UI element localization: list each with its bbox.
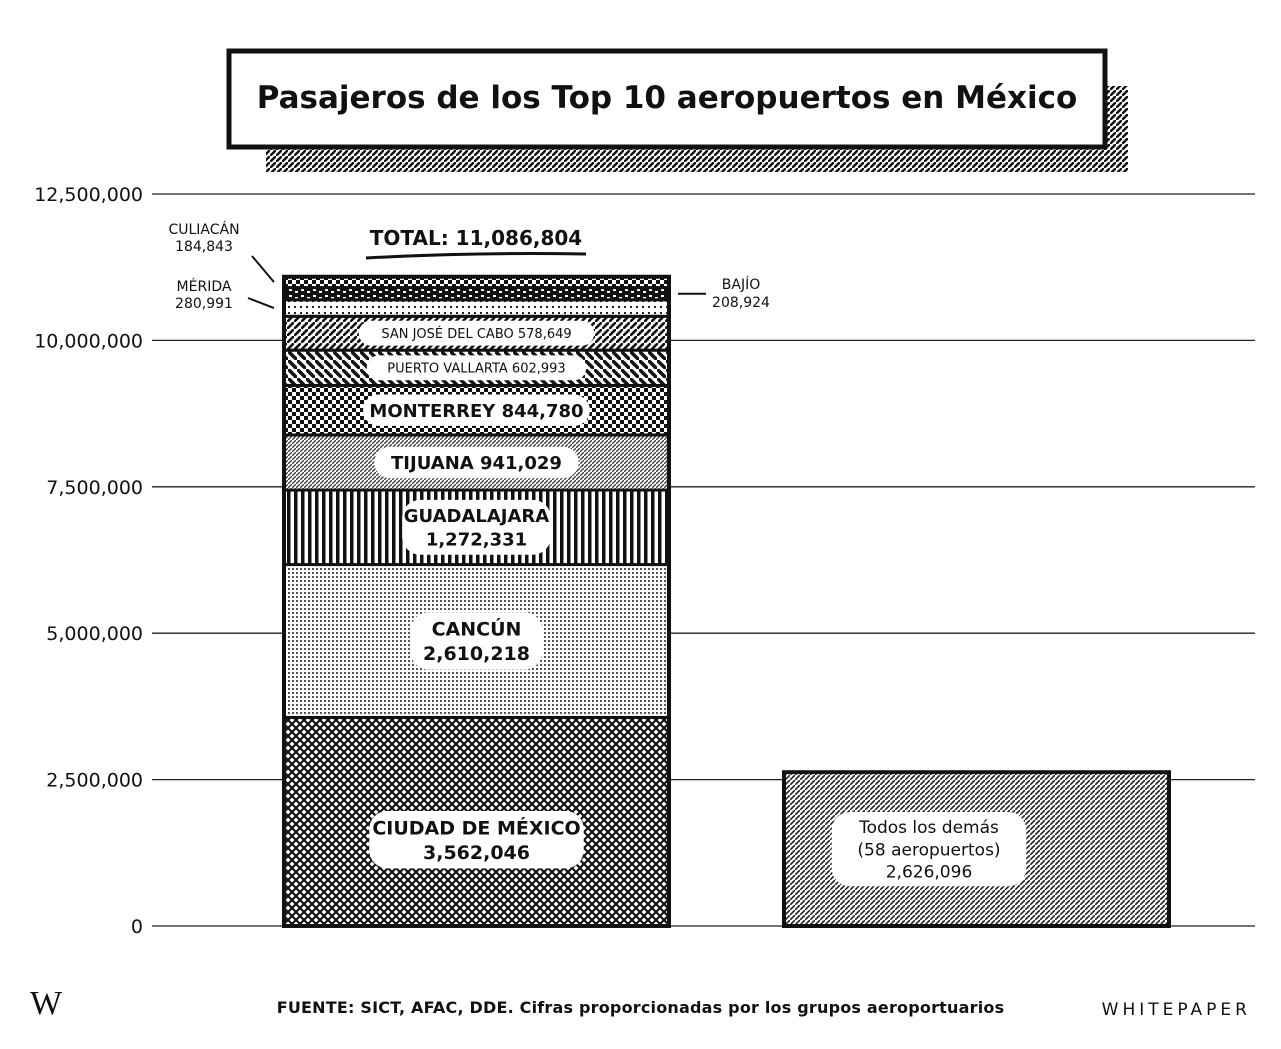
segment-label: TIJUANA 941,029 [391, 453, 562, 475]
segment-label: 1,272,331 [425, 529, 528, 551]
callout-value: 280,991 [175, 296, 233, 312]
segment-label: CANCÚN [431, 618, 522, 641]
y-tick-label: 12,500,000 [34, 184, 143, 206]
segment-label: PUERTO VALLARTA 602,993 [387, 361, 566, 377]
callout-line [252, 256, 274, 282]
y-tick-label: 5,000,000 [46, 623, 143, 646]
y-tick-label: 10,000,000 [34, 330, 143, 353]
y-tick-label: 0 [130, 916, 143, 938]
callout-label: BAJÍO [721, 277, 761, 293]
segment-label: MONTERREY 844,780 [369, 400, 584, 422]
segment-label: 2,610,218 [423, 643, 530, 666]
y-tick-label: 2,500,000 [46, 769, 143, 792]
segment-label: (58 aeropuertos) [857, 840, 1001, 861]
total-label: TOTAL: 11,086,804 [369, 226, 583, 250]
callout-value: 208,924 [712, 295, 770, 311]
callout-value: 184,843 [175, 239, 233, 255]
y-tick-label: 7,500,000 [46, 476, 143, 499]
callout-line [248, 298, 274, 308]
chart-title: Pasajeros de los Top 10 aeropuertos en México [256, 80, 1078, 116]
segment-label: GUADALAJARA [403, 506, 550, 528]
segment-label: Todos los demás [859, 818, 999, 839]
segment-label: 3,562,046 [423, 841, 530, 864]
callout-label: CULIACÁN [168, 222, 240, 238]
whitepaper-logo: W [30, 985, 63, 1022]
segment-label: 2,626,096 [885, 862, 973, 883]
brand-name: WHITEPAPER [1101, 1000, 1251, 1020]
total-underline [366, 254, 586, 259]
source-note: FUENTE: SICT, AFAC, DDE. Cifras proporcionadas por los grupos aeroportuarios [276, 998, 1005, 1017]
callout-label: MÉRIDA [176, 279, 232, 295]
bar-segment [284, 288, 669, 300]
segment-label: CIUDAD DE MÉXICO [372, 817, 581, 840]
bar-segment [284, 300, 669, 316]
segment-label: SAN JOSÉ DEL CABO 578,649 [381, 326, 572, 342]
